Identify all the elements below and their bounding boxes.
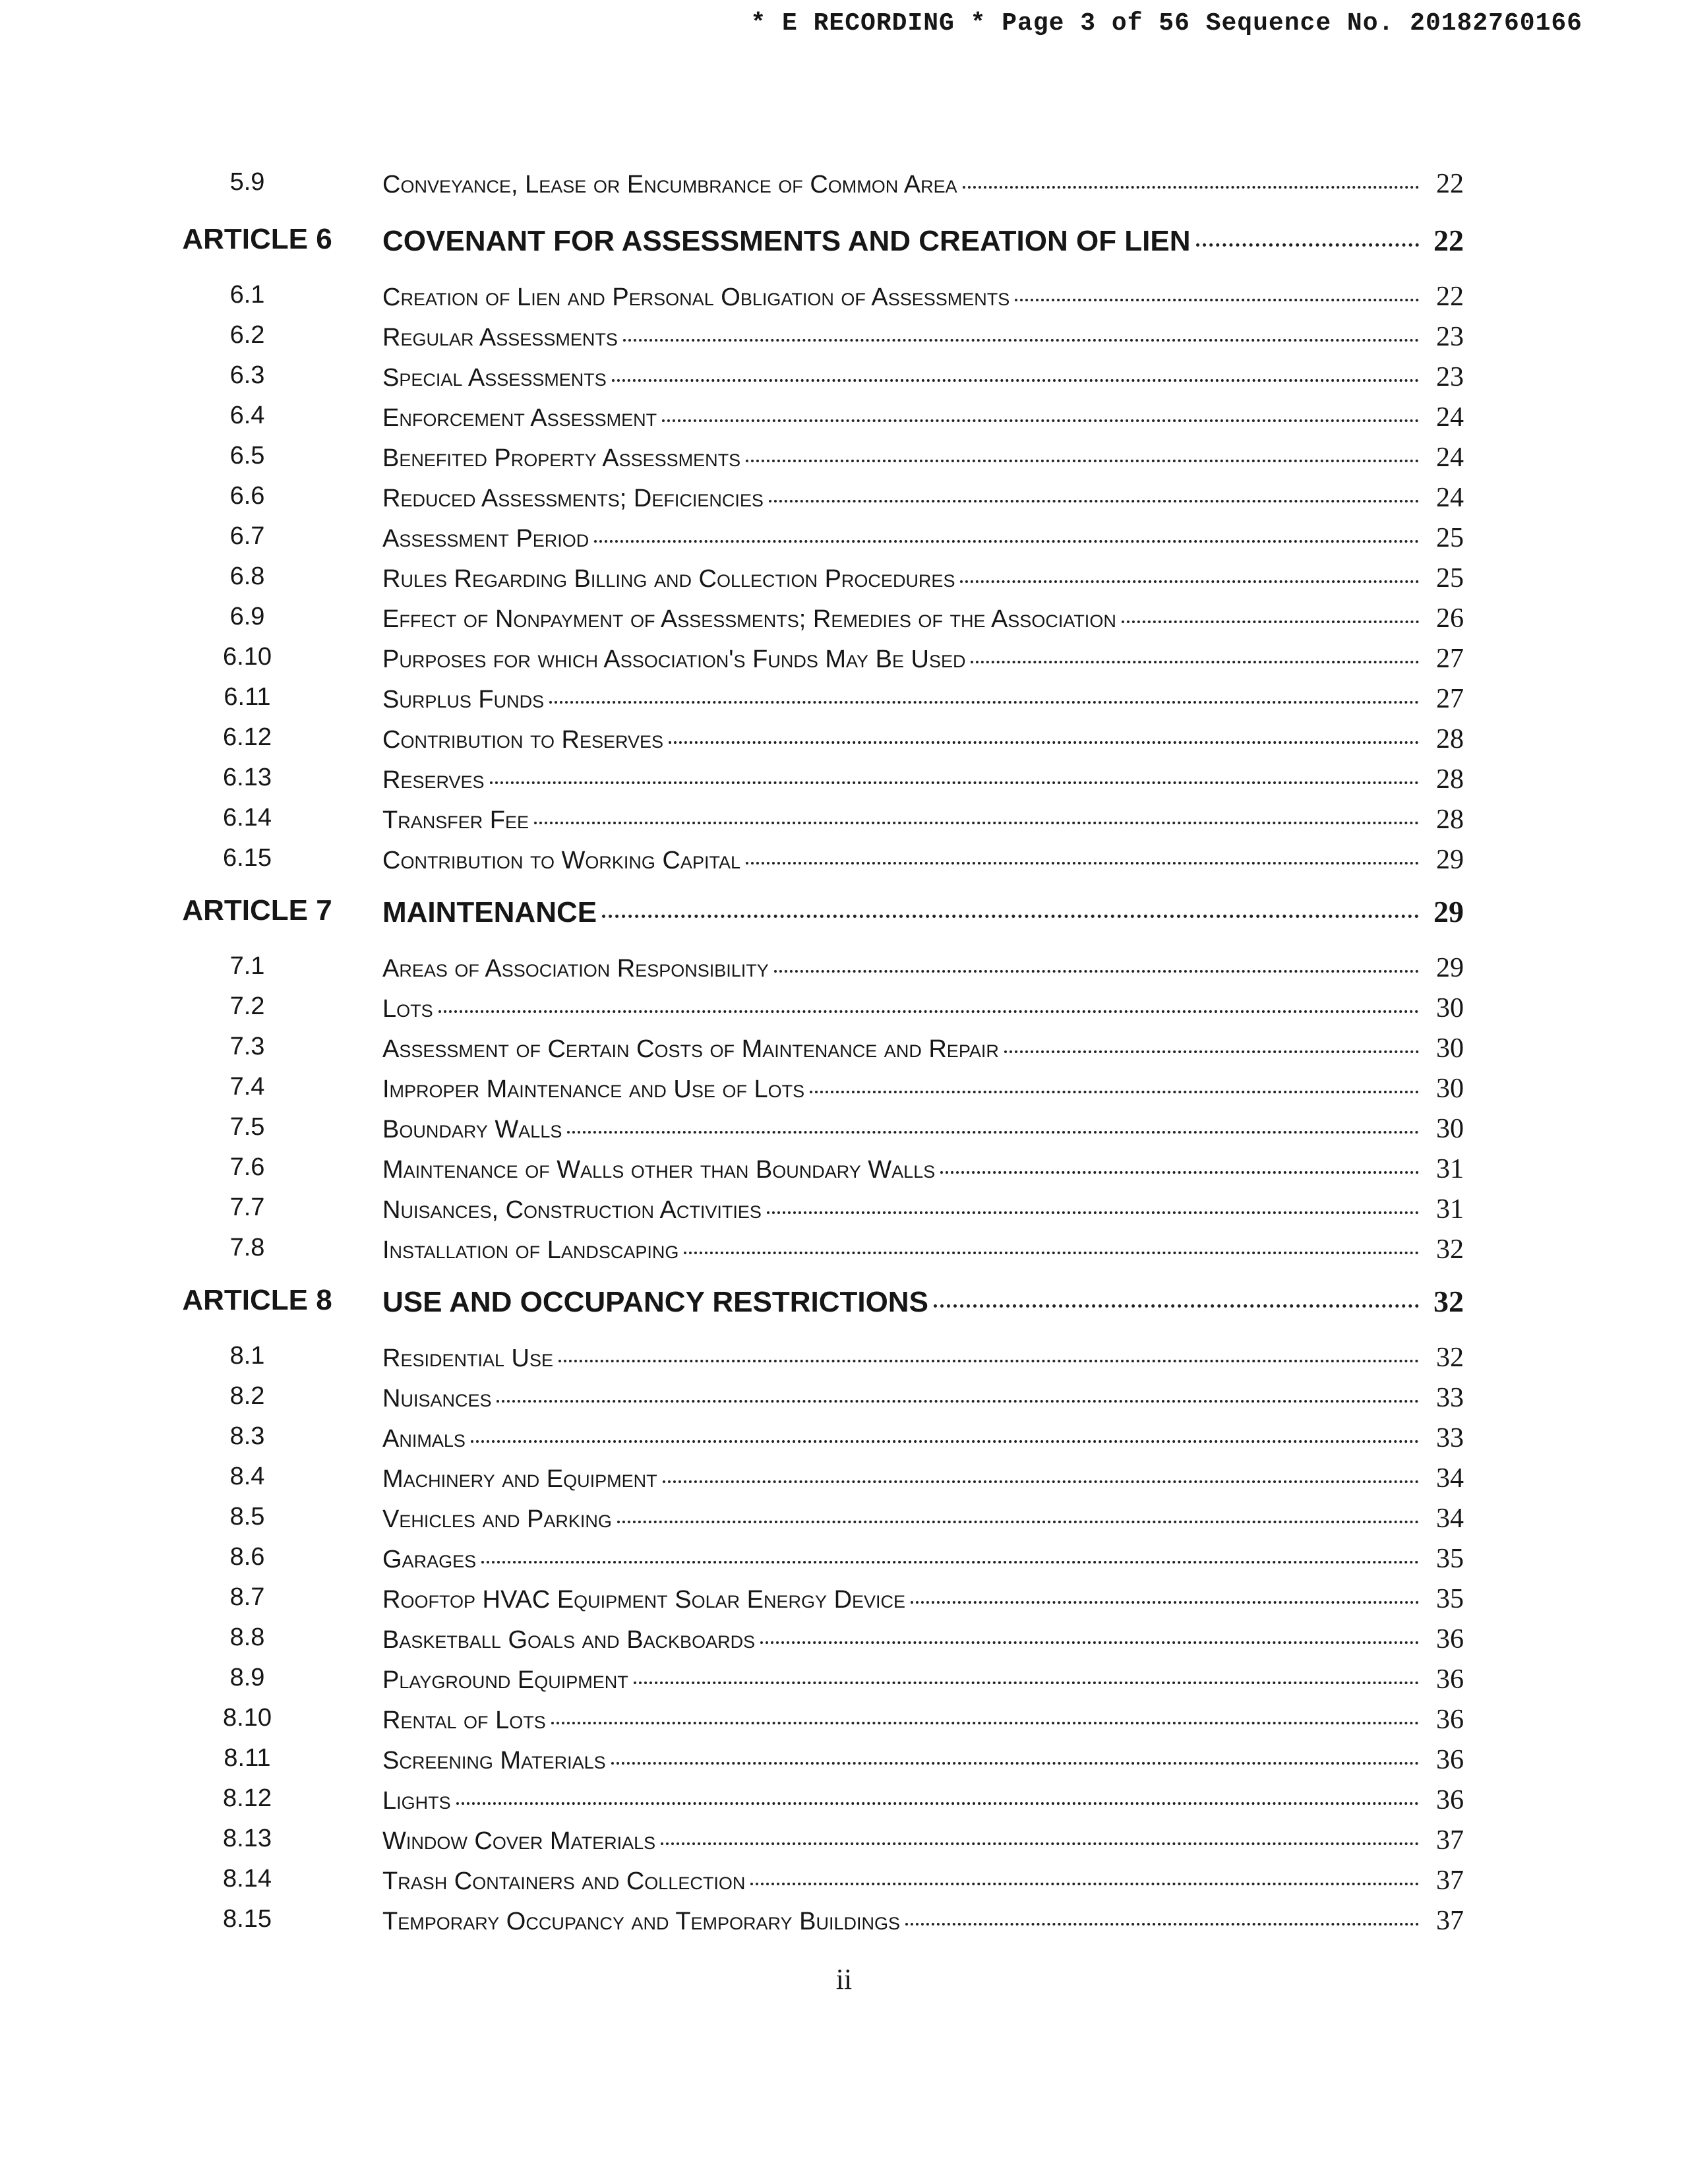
toc-section-row (185, 402, 1464, 442)
toc-entry-number: 8.3 (229, 1422, 265, 1450)
toc-section-row (185, 764, 1464, 804)
toc-entry-page: 30 (1436, 993, 1464, 1023)
toc-section-row (185, 1784, 1464, 1825)
toc-entry-title: Temporary Occupancy and Temporary Buildings (382, 1908, 900, 1935)
toc-entry-page: 37 (1436, 1825, 1464, 1856)
toc-section-row (185, 281, 1464, 321)
dot-leader (567, 1131, 1419, 1134)
toc-entry-title: Reduced Assessments; Deficiencies (382, 485, 764, 512)
toc-entry-number: 7.7 (229, 1194, 265, 1221)
toc-entry-title: Benefited Property Assessments (382, 444, 741, 472)
toc-entry-title: Contribution to Working Capital (382, 847, 740, 874)
toc-section-row (185, 1905, 1464, 1945)
toc-entry-page: 29 (1436, 953, 1464, 983)
dot-leader (760, 1641, 1419, 1644)
toc-entry-number: 7.6 (229, 1153, 265, 1181)
toc-entry-number: 6.11 (224, 683, 271, 711)
dot-leader (438, 1010, 1419, 1013)
toc-entry-title-line (382, 726, 1423, 754)
toc-entry-number: ARTICLE 7 (182, 894, 332, 926)
toc-section-row (185, 723, 1464, 764)
dot-leader (471, 1440, 1419, 1443)
toc-entry-number: 8.13 (223, 1825, 272, 1852)
toc-entry-number: 6.5 (229, 442, 265, 470)
toc-entry-page: 30 (1436, 1114, 1464, 1144)
toc-entry-page: 26 (1436, 603, 1464, 634)
toc-entry-page: 31 (1436, 1194, 1464, 1225)
toc-entry-title: Screening Materials (382, 1747, 606, 1774)
dot-leader (684, 1252, 1419, 1254)
toc-entry-title: Trash Containers and Collection (382, 1867, 746, 1895)
toc-entry-title-line (382, 171, 1423, 199)
toc-entry-page: 34 (1436, 1463, 1464, 1494)
table-of-contents (182, 168, 1464, 1945)
toc-section-row (185, 1664, 1464, 1704)
toc-entry-title: Creation of Lien and Personal Obligation of Assessments (382, 284, 1010, 311)
dot-leader (960, 580, 1419, 583)
toc-entry-page: 29 (1433, 895, 1464, 928)
toc-entry-page: 29 (1436, 845, 1464, 875)
toc-entry-title: Rental of Lots (382, 1707, 546, 1734)
toc-section-row (185, 1073, 1464, 1113)
toc-section-row (185, 1623, 1464, 1664)
toc-entry-title: Enforcement Assessment (382, 404, 657, 432)
toc-section-row (185, 1744, 1464, 1784)
toc-entry-title: Vehicles and Parking (382, 1505, 612, 1533)
toc-entry-page: 36 (1436, 1624, 1464, 1654)
toc-entry-title: Boundary Walls (382, 1116, 562, 1143)
toc-entry-page: 22 (1436, 169, 1464, 199)
toc-entry-title-line (382, 605, 1423, 634)
toc-entry-title-line (382, 896, 1423, 929)
toc-entry-number: 8.8 (229, 1623, 265, 1651)
toc-entry-title-line (382, 1908, 1423, 1936)
toc-entry-page: 24 (1436, 483, 1464, 513)
toc-entry-page: 32 (1436, 1234, 1464, 1265)
toc-section-row (185, 603, 1464, 643)
toc-entry-title-line (382, 485, 1423, 513)
toc-entry-title-line (382, 364, 1423, 392)
toc-section-row (185, 1382, 1464, 1422)
toc-entry-number: 5.9 (229, 168, 265, 196)
toc-article-row (182, 213, 1464, 281)
toc-entry-number: 8.6 (229, 1543, 265, 1571)
toc-entry-page: 33 (1436, 1423, 1464, 1453)
dot-leader (940, 1171, 1419, 1174)
toc-entry-title-line (382, 1116, 1423, 1144)
toc-entry-number: 8.9 (229, 1664, 265, 1691)
toc-entry-title: Rooftop HVAC Equipment Solar Energy Device (382, 1586, 906, 1614)
toc-entry-page: 35 (1436, 1584, 1464, 1614)
toc-entry-title-line (382, 1385, 1423, 1413)
toc-entry-number: ARTICLE 8 (182, 1284, 332, 1316)
dot-leader (963, 186, 1419, 189)
toc-section-row (185, 562, 1464, 603)
dot-leader (911, 1601, 1419, 1604)
toc-entry-title-line (382, 225, 1423, 258)
toc-entry-page: 37 (1436, 1866, 1464, 1896)
dot-leader (669, 741, 1419, 744)
dot-leader (612, 379, 1419, 382)
toc-entry-number: 8.7 (229, 1583, 265, 1611)
toc-entry-page: 24 (1436, 402, 1464, 433)
toc-entry-number: 6.2 (229, 321, 265, 349)
dot-leader (497, 1400, 1419, 1403)
dot-leader (1122, 621, 1419, 623)
toc-entry-title-line (382, 324, 1423, 352)
toc-entry-title-line (382, 1156, 1423, 1184)
dot-leader (551, 1722, 1419, 1724)
toc-section-row (185, 683, 1464, 723)
dot-leader (617, 1521, 1419, 1523)
toc-entry-number: 6.4 (229, 402, 265, 429)
toc-section-row (185, 1704, 1464, 1744)
toc-entry-number: 7.5 (229, 1113, 265, 1141)
dot-leader (534, 822, 1419, 824)
toc-entry-number: 6.12 (223, 723, 272, 751)
toc-entry-title-line (382, 444, 1423, 473)
toc-entry-page: 36 (1436, 1785, 1464, 1815)
dot-leader (634, 1682, 1419, 1684)
toc-entry-title-line (382, 646, 1423, 674)
toc-section-row (185, 1113, 1464, 1153)
toc-entry-number: 6.7 (229, 522, 265, 550)
toc-entry-page: 27 (1436, 644, 1464, 674)
toc-entry-page: 30 (1436, 1074, 1464, 1104)
toc-entry-title-line (382, 766, 1423, 795)
toc-section-row (185, 361, 1464, 402)
toc-entry-page: 23 (1436, 362, 1464, 392)
toc-entry-title-line (382, 1286, 1423, 1319)
toc-entry-title-line (382, 1505, 1423, 1534)
toc-entry-title-line (382, 1586, 1423, 1614)
toc-section-row (185, 1503, 1464, 1543)
toc-entry-title: Assessment of Certain Costs of Maintenance and Repair (382, 1035, 999, 1063)
toc-entry-number: 7.1 (229, 952, 265, 980)
dot-leader (746, 862, 1419, 864)
toc-entry-title-line (382, 1747, 1423, 1775)
dot-leader (905, 1923, 1419, 1926)
toc-entry-number: 7.4 (229, 1073, 265, 1101)
toc-entry-title-line (382, 1425, 1423, 1453)
toc-entry-title: Rules Regarding Billing and Collection Procedures (382, 565, 955, 593)
toc-entry-title: MAINTENANCE (382, 896, 597, 928)
toc-entry-title: Lots (382, 995, 433, 1023)
toc-entry-title: Areas of Association Responsibility (382, 955, 769, 983)
toc-entry-title: Playground Equipment (382, 1666, 628, 1694)
toc-entry-number: 8.15 (223, 1905, 272, 1933)
toc-section-row (185, 643, 1464, 683)
toc-entry-title: Residential Use (382, 1345, 554, 1372)
toc-entry-page: 30 (1436, 1033, 1464, 1064)
dot-leader (971, 661, 1419, 663)
toc-entry-page: 32 (1433, 1285, 1464, 1318)
toc-section-row (185, 992, 1464, 1033)
toc-entry-number: 8.10 (223, 1704, 272, 1732)
dot-leader (1196, 243, 1419, 247)
toc-section-row (185, 844, 1464, 884)
toc-section-row (185, 522, 1464, 562)
toc-entry-number: 8.12 (223, 1784, 272, 1812)
dot-leader (602, 915, 1419, 918)
toc-entry-title-line (382, 1465, 1423, 1494)
toc-entry-number: 7.2 (229, 992, 265, 1020)
toc-section-row (185, 168, 1464, 213)
toc-entry-number: 6.6 (229, 482, 265, 510)
dot-leader (1004, 1050, 1419, 1053)
dot-leader (810, 1091, 1419, 1093)
page-number: ii (835, 1963, 853, 1995)
dot-leader (558, 1360, 1419, 1362)
toc-entry-page: 25 (1436, 563, 1464, 593)
toc-entry-page: 25 (1436, 523, 1464, 553)
dot-leader (934, 1304, 1419, 1308)
toc-section-row (185, 482, 1464, 522)
toc-entry-page: 33 (1436, 1383, 1464, 1413)
toc-section-row (185, 1194, 1464, 1234)
toc-entry-page: 28 (1436, 764, 1464, 795)
toc-section-row (185, 1033, 1464, 1073)
toc-section-row (185, 1234, 1464, 1274)
toc-entry-title: Window Cover Materials (382, 1827, 656, 1855)
toc-entry-title: Garages (382, 1546, 477, 1573)
toc-section-row (185, 1463, 1464, 1503)
toc-entry-number: 6.1 (229, 281, 265, 309)
toc-entry-title: Regular Assessments (382, 324, 618, 351)
dot-leader (750, 1883, 1419, 1885)
toc-entry-page: 31 (1436, 1154, 1464, 1184)
toc-entry-page: 36 (1436, 1705, 1464, 1735)
toc-entry-page: 22 (1433, 224, 1464, 257)
toc-entry-title: Surplus Funds (382, 686, 545, 713)
toc-entry-title-line (382, 1345, 1423, 1373)
toc-entry-number: 7.8 (229, 1234, 265, 1261)
dot-leader (774, 970, 1419, 973)
toc-entry-title-line (382, 686, 1423, 714)
toc-entry-title: Improper Maintenance and Use of Lots (382, 1076, 805, 1103)
toc-entry-page: 24 (1436, 442, 1464, 473)
toc-entry-number: 6.3 (229, 361, 265, 389)
toc-entry-title: Purposes for which Association's Funds May Be Used (382, 646, 966, 673)
toc-section-row (185, 1543, 1464, 1583)
toc-article-row (182, 1274, 1464, 1342)
toc-entry-title-line (382, 955, 1423, 983)
toc-entry-number: 8.5 (229, 1503, 265, 1531)
toc-entry-page: 23 (1436, 322, 1464, 352)
toc-section-row (185, 804, 1464, 844)
toc-entry-page: 27 (1436, 684, 1464, 714)
toc-entry-page: 32 (1436, 1343, 1464, 1373)
dot-leader (623, 339, 1419, 342)
toc-entry-title-line (382, 806, 1423, 835)
toc-entry-number: 6.13 (223, 764, 272, 791)
dot-leader (594, 540, 1419, 543)
toc-entry-title-line (382, 847, 1423, 875)
toc-entry-number: ARTICLE 6 (182, 223, 332, 255)
toc-entry-page: 36 (1436, 1664, 1464, 1695)
toc-section-row (185, 442, 1464, 482)
dot-leader (663, 1480, 1419, 1483)
toc-entry-title-line (382, 1546, 1423, 1574)
toc-section-row (185, 321, 1464, 361)
toc-entry-title-line (382, 1666, 1423, 1695)
toc-section-row (185, 1422, 1464, 1463)
toc-entry-title: Effect of Nonpayment of Assessments; Remedies of the Association (382, 605, 1116, 633)
toc-entry-title-line (382, 1236, 1423, 1265)
toc-entry-page: 28 (1436, 804, 1464, 835)
toc-entry-number: 6.14 (223, 804, 272, 832)
toc-entry-title-line (382, 1626, 1423, 1654)
toc-section-row (185, 1342, 1464, 1382)
toc-entry-page: 36 (1436, 1745, 1464, 1775)
toc-entry-title-line (382, 1076, 1423, 1104)
toc-entry-number: 6.10 (223, 643, 272, 671)
toc-entry-title-line (382, 284, 1423, 312)
toc-entry-title: Conveyance, Lease or Encumbrance of Common Area (382, 171, 957, 198)
toc-entry-title: Assessment Period (382, 525, 589, 553)
toc-section-row (185, 1865, 1464, 1905)
toc-entry-title: Transfer Fee (382, 806, 529, 834)
dot-leader (456, 1802, 1419, 1805)
toc-article-row (182, 884, 1464, 952)
dot-leader (481, 1561, 1419, 1563)
toc-section-row (185, 1153, 1464, 1194)
dot-leader (661, 1842, 1419, 1845)
recording-header: * E RECORDING * Page 3 of 56 Sequence No. 20182760166 (750, 9, 1582, 38)
dot-leader (1015, 299, 1419, 301)
toc-entry-title: Machinery and Equipment (382, 1465, 657, 1493)
dot-leader (611, 1762, 1419, 1765)
toc-entry-title-line (382, 1035, 1423, 1064)
dot-leader (549, 701, 1419, 704)
toc-entry-title: Maintenance of Walls other than Boundary Walls (382, 1156, 936, 1184)
toc-entry-title: Installation of Landscaping (382, 1236, 679, 1264)
toc-entry-title: USE AND OCCUPANCY RESTRICTIONS (382, 1286, 928, 1318)
toc-entry-number: 7.3 (229, 1033, 265, 1060)
toc-entry-title: Special Assessments (382, 364, 607, 392)
dot-leader (746, 460, 1419, 462)
toc-entry-number: 8.2 (229, 1382, 265, 1410)
toc-entry-title-line (382, 565, 1423, 593)
toc-entry-title-line (382, 995, 1423, 1023)
toc-entry-title-line (382, 1707, 1423, 1735)
toc-entry-title: Nuisances (382, 1385, 492, 1412)
toc-entry-title: Reserves (382, 766, 485, 794)
toc-entry-title-line (382, 1827, 1423, 1856)
toc-entry-page: 35 (1436, 1544, 1464, 1574)
toc-entry-title: Basketball Goals and Backboards (382, 1626, 756, 1654)
toc-entry-title: Contribution to Reserves (382, 726, 664, 754)
toc-entry-title: COVENANT FOR ASSESSMENTS AND CREATION OF LIEN (382, 225, 1191, 257)
toc-entry-page: 22 (1436, 282, 1464, 312)
toc-entry-title-line (382, 1787, 1423, 1815)
toc-entry-number: 8.14 (223, 1865, 272, 1893)
toc-entry-title-line (382, 1867, 1423, 1896)
toc-entry-number: 6.15 (223, 844, 272, 872)
toc-section-row (185, 952, 1464, 992)
toc-section-row (185, 1825, 1464, 1865)
toc-entry-title-line (382, 404, 1423, 433)
dot-leader (767, 1211, 1419, 1214)
dot-leader (490, 781, 1419, 784)
toc-entry-number: 8.1 (229, 1342, 265, 1370)
toc-entry-page: 37 (1436, 1906, 1464, 1936)
toc-entry-title-line (382, 1196, 1423, 1225)
toc-entry-title-line (382, 525, 1423, 553)
toc-section-row (185, 1583, 1464, 1623)
toc-entry-number: 6.8 (229, 562, 265, 590)
toc-entry-number: 8.4 (229, 1463, 265, 1490)
toc-entry-page: 34 (1436, 1503, 1464, 1534)
dot-leader (662, 419, 1419, 422)
toc-entry-title: Lights (382, 1787, 451, 1815)
dot-leader (769, 500, 1419, 502)
toc-entry-title: Nuisances, Construction Activities (382, 1196, 762, 1224)
toc-entry-title: Animals (382, 1425, 466, 1453)
toc-entry-number: 8.11 (224, 1744, 271, 1772)
toc-entry-page: 28 (1436, 724, 1464, 754)
toc-entry-number: 6.9 (229, 603, 265, 630)
